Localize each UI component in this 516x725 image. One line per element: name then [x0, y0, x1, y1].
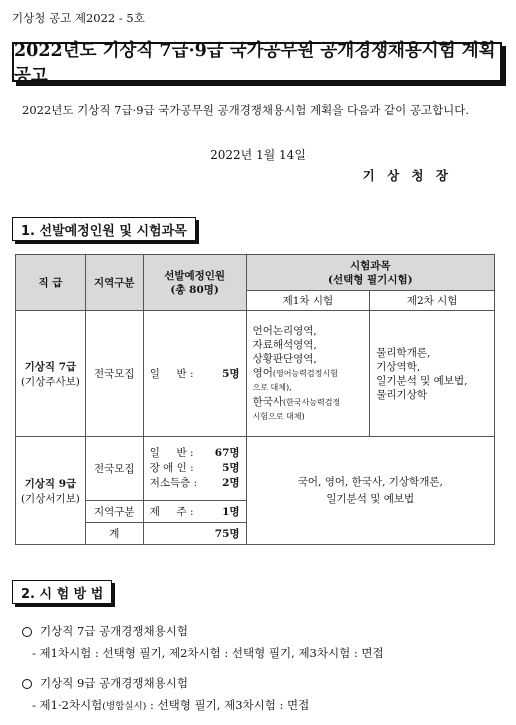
header-quota: [143, 255, 246, 311]
g9-general-label: 일 반 :: [149, 447, 194, 459]
signer: 기 상 청 장: [362, 168, 452, 183]
g9-grade-sub: (기상서기보): [20, 492, 80, 505]
intro-paragraph: 2022년도 기상직 7급·9급 국가공무원 공개경쟁채용시험 계획을 다음과 같이 공고합니다.: [22, 103, 470, 117]
notice-number: 기상청 공고 제2022 - 5호: [12, 11, 145, 25]
g9-method: [32, 697, 309, 713]
g9-disabled-value: 5명: [222, 462, 240, 474]
g9-disabled-label: 장 애 인 :: [149, 462, 194, 474]
g7-grade: 기상직 7급: [24, 360, 77, 373]
header-quota-total: (총 80명): [170, 283, 219, 296]
g7-quota-value: 5명: [222, 368, 240, 380]
g7-exam1-line: 시험으로 대체): [252, 411, 305, 421]
g7-method-title-text: 기상직 7급 공개경쟁채용시험: [40, 624, 188, 638]
g9-method-part: - 제1·2차시험: [32, 698, 103, 712]
g7-exam1-line: 영어(영어능력검정시험: [252, 366, 338, 379]
announcement-date: 2022년 1월 14일: [210, 148, 306, 162]
section-1-heading: 1. 선발예정인원 및 시험과목: [12, 217, 196, 241]
g7-exam2-subjects: [370, 311, 495, 437]
g9-subtotal-label: 계: [85, 523, 143, 545]
g9-subtotal: 75명: [143, 523, 246, 545]
g9-quota-national: [143, 437, 246, 501]
g7-method: - 제1차시험 : 선택형 필기, 제2차시험 : 선택형 필기, 제3차시험 : 면접: [32, 646, 384, 660]
g9-quota-local: [143, 501, 246, 523]
g7-region: 전국모집: [85, 311, 143, 437]
section-2-heading: 2. 시 험 방 법: [12, 580, 112, 604]
g7-exam1-line: 으로 대체),: [252, 382, 292, 392]
quota-subject-table: [15, 254, 495, 545]
g9-region-local: 지역구분: [85, 501, 143, 523]
header-subjects-label: 시험과목: [349, 259, 391, 272]
g7-exam1-subjects: [246, 311, 370, 437]
g9-region-national: 전국모집: [85, 437, 143, 501]
g7-grade-sub: (기상주사보): [20, 375, 80, 388]
header-quota-label: 선발예정인원: [164, 269, 226, 282]
g9-subject-line: 일기분석 및 예보법: [326, 492, 415, 505]
header-subjects: [246, 255, 494, 291]
g9-method-title: [22, 675, 188, 691]
header-subjects-sub: (선택형 필기시험): [327, 273, 413, 286]
g9-method-title-text: 기상직 9급 공개경쟁채용시험: [40, 676, 188, 690]
g9-jeju-label: 제 주 :: [149, 506, 194, 518]
g9-jeju-value: 1명: [222, 506, 240, 518]
g9-method-part: : 선택형 필기, 제3차시험 : 면접: [146, 698, 310, 712]
g7-method-title: [22, 623, 188, 639]
g9-subject-line: 국어, 영어, 한국사, 기상학개론,: [297, 475, 443, 488]
g7-quota-label: 일 반 :: [149, 368, 194, 380]
g7-exam1-line: 상황판단영역,: [252, 352, 317, 365]
g7-exam1-line: 한국사(한국사능력검정: [252, 395, 341, 408]
g7-exam2-line: 물리학개론,: [376, 346, 431, 359]
g9-grade: 기상직 9급: [24, 477, 77, 490]
g7-exam2-line: 일기분석 및 예보법,: [376, 374, 468, 387]
circle-bullet-icon: [22, 627, 32, 637]
g7-quota: [143, 311, 246, 437]
header-exam1: 제1차 시험: [246, 291, 370, 311]
header-grade: 직 급: [16, 255, 86, 311]
g9-lowincome-label: 저소득층 :: [149, 477, 198, 489]
g7-exam1-line: 언어논리영역,: [252, 324, 317, 337]
circle-bullet-icon: [22, 679, 32, 689]
document-title: 2022년도 기상직 7급·9급 국가공무원 공개경쟁채용시험 계획 공고: [12, 42, 502, 82]
g9-grade-cell: [16, 437, 86, 545]
g9-general-value: 67명: [214, 447, 240, 459]
header-exam2: 제2차 시험: [370, 291, 495, 311]
g7-exam2-line: 기상역학,: [376, 360, 421, 373]
header-region: 지역구분: [85, 255, 143, 311]
g7-exam1-line: 자료해석영역,: [252, 338, 317, 351]
g7-grade-cell: [16, 311, 86, 437]
g7-exam2-line: 물리기상학: [376, 388, 427, 401]
g9-method-part: (병합실시): [102, 701, 147, 712]
g9-subjects: [246, 437, 494, 545]
g9-lowincome-value: 2명: [222, 477, 240, 489]
